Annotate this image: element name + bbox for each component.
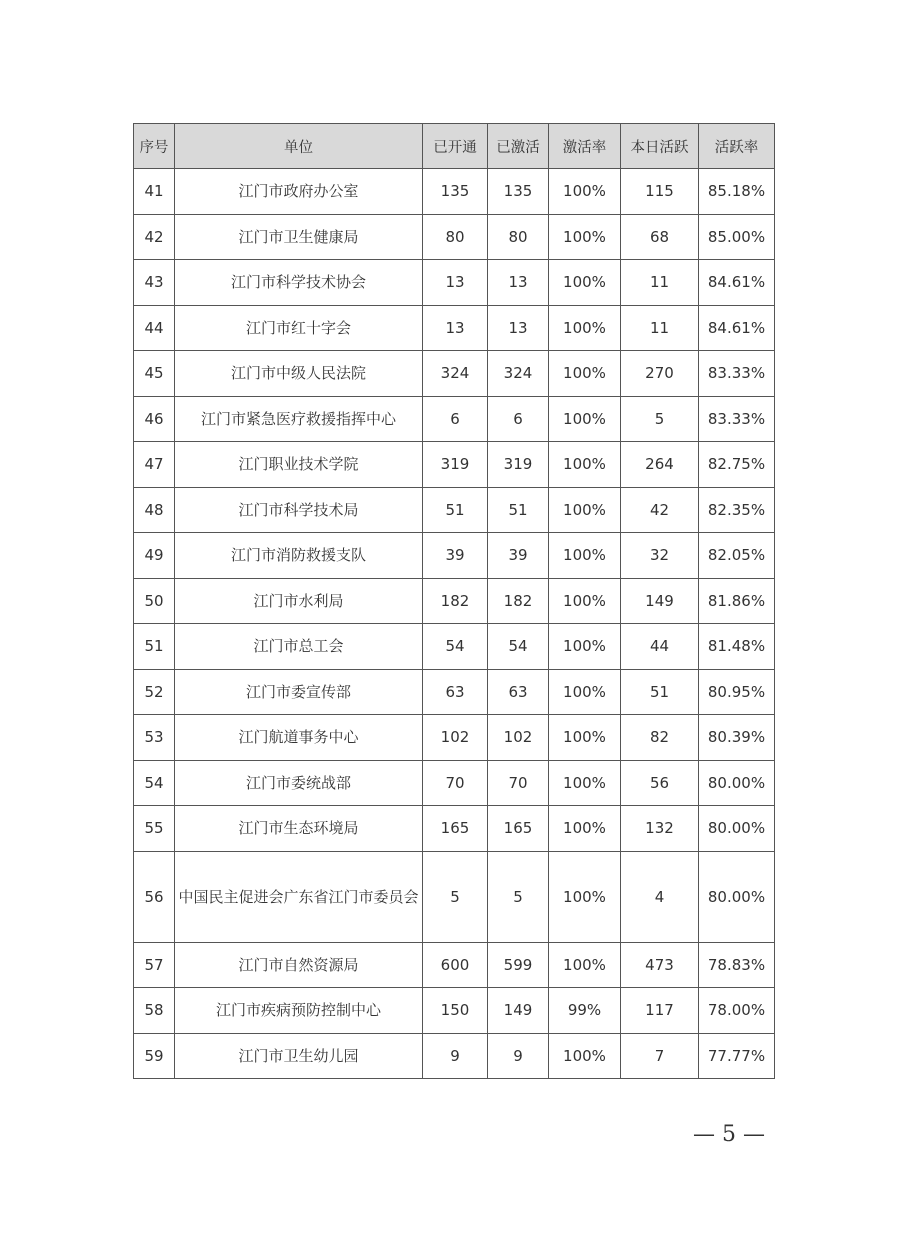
cell-active-rate: 83.33% [699, 396, 775, 442]
cell-opened: 9 [423, 1033, 488, 1079]
cell-activation-rate: 100% [549, 305, 621, 351]
header-unit: 单位 [175, 124, 423, 169]
cell-daily-active: 149 [621, 578, 699, 624]
cell-unit: 江门市自然资源局 [175, 942, 423, 988]
table-row [134, 260, 775, 306]
cell-activation-rate: 100% [549, 578, 621, 624]
table-row [134, 942, 775, 988]
table-row [134, 988, 775, 1034]
cell-activated: 102 [488, 715, 549, 761]
cell-activated: 9 [488, 1033, 549, 1079]
cell-active-rate: 81.48% [699, 624, 775, 670]
cell-active-rate: 84.61% [699, 260, 775, 306]
cell-active-rate: 77.77% [699, 1033, 775, 1079]
cell-activation-rate: 100% [549, 169, 621, 215]
table-row [134, 851, 775, 942]
cell-opened: 13 [423, 260, 488, 306]
cell-opened: 182 [423, 578, 488, 624]
cell-daily-active: 42 [621, 487, 699, 533]
cell-index: 59 [134, 1033, 175, 1079]
page-number: — 5 — [693, 1122, 765, 1147]
cell-index: 41 [134, 169, 175, 215]
cell-active-rate: 78.00% [699, 988, 775, 1034]
cell-index: 53 [134, 715, 175, 761]
cell-opened: 54 [423, 624, 488, 670]
table-row [134, 487, 775, 533]
cell-opened: 70 [423, 760, 488, 806]
cell-activated: 324 [488, 351, 549, 397]
cell-opened: 6 [423, 396, 488, 442]
cell-daily-active: 5 [621, 396, 699, 442]
cell-activated: 165 [488, 806, 549, 852]
cell-unit: 江门市消防救援支队 [175, 533, 423, 579]
cell-activated: 135 [488, 169, 549, 215]
cell-daily-active: 82 [621, 715, 699, 761]
cell-activation-rate: 100% [549, 715, 621, 761]
cell-index: 48 [134, 487, 175, 533]
cell-daily-active: 7 [621, 1033, 699, 1079]
cell-opened: 150 [423, 988, 488, 1034]
cell-activated: 63 [488, 669, 549, 715]
cell-unit: 江门市总工会 [175, 624, 423, 670]
cell-index: 45 [134, 351, 175, 397]
cell-opened: 5 [423, 851, 488, 942]
cell-activation-rate: 100% [549, 442, 621, 488]
cell-activation-rate: 100% [549, 260, 621, 306]
cell-opened: 39 [423, 533, 488, 579]
cell-opened: 319 [423, 442, 488, 488]
table-row [134, 169, 775, 215]
cell-unit: 江门市紧急医疗救援指挥中心 [175, 396, 423, 442]
table-row [134, 715, 775, 761]
header-activation-rate: 激活率 [549, 124, 621, 169]
cell-unit: 江门市委统战部 [175, 760, 423, 806]
cell-daily-active: 51 [621, 669, 699, 715]
cell-opened: 80 [423, 214, 488, 260]
cell-activation-rate: 100% [549, 351, 621, 397]
cell-active-rate: 78.83% [699, 942, 775, 988]
cell-opened: 324 [423, 351, 488, 397]
cell-opened: 102 [423, 715, 488, 761]
cell-activated: 51 [488, 487, 549, 533]
cell-unit: 江门航道事务中心 [175, 715, 423, 761]
cell-opened: 51 [423, 487, 488, 533]
cell-opened: 13 [423, 305, 488, 351]
cell-activation-rate: 100% [549, 1033, 621, 1079]
cell-active-rate: 80.39% [699, 715, 775, 761]
table-row [134, 806, 775, 852]
cell-active-rate: 82.75% [699, 442, 775, 488]
cell-unit: 江门市生态环境局 [175, 806, 423, 852]
cell-unit: 江门市疾病预防控制中心 [175, 988, 423, 1034]
cell-daily-active: 44 [621, 624, 699, 670]
cell-unit: 江门市红十字会 [175, 305, 423, 351]
cell-active-rate: 85.00% [699, 214, 775, 260]
cell-activated: 39 [488, 533, 549, 579]
cell-opened: 135 [423, 169, 488, 215]
cell-activation-rate: 99% [549, 988, 621, 1034]
cell-opened: 63 [423, 669, 488, 715]
cell-unit: 江门市卫生幼儿园 [175, 1033, 423, 1079]
cell-daily-active: 270 [621, 351, 699, 397]
header-activated: 已激活 [488, 124, 549, 169]
cell-activation-rate: 100% [549, 214, 621, 260]
cell-unit: 江门市中级人民法院 [175, 351, 423, 397]
cell-active-rate: 81.86% [699, 578, 775, 624]
cell-index: 49 [134, 533, 175, 579]
cell-index: 47 [134, 442, 175, 488]
header-opened: 已开通 [423, 124, 488, 169]
table-row [134, 669, 775, 715]
table-row [134, 396, 775, 442]
table-row [134, 760, 775, 806]
cell-activated: 319 [488, 442, 549, 488]
table-body [134, 169, 775, 1079]
table-row [134, 624, 775, 670]
cell-index: 56 [134, 851, 175, 942]
cell-index: 52 [134, 669, 175, 715]
cell-active-rate: 80.95% [699, 669, 775, 715]
cell-activation-rate: 100% [549, 806, 621, 852]
cell-index: 57 [134, 942, 175, 988]
cell-unit: 江门市水利局 [175, 578, 423, 624]
table-row [134, 533, 775, 579]
cell-activated: 13 [488, 305, 549, 351]
cell-unit: 江门市科学技术协会 [175, 260, 423, 306]
cell-activated: 149 [488, 988, 549, 1034]
table-row [134, 442, 775, 488]
cell-daily-active: 11 [621, 260, 699, 306]
cell-activation-rate: 100% [549, 942, 621, 988]
cell-activated: 70 [488, 760, 549, 806]
cell-daily-active: 264 [621, 442, 699, 488]
cell-active-rate: 80.00% [699, 806, 775, 852]
cell-daily-active: 473 [621, 942, 699, 988]
cell-activated: 599 [488, 942, 549, 988]
cell-active-rate: 84.61% [699, 305, 775, 351]
cell-activation-rate: 100% [549, 533, 621, 579]
cell-index: 46 [134, 396, 175, 442]
cell-daily-active: 68 [621, 214, 699, 260]
cell-activation-rate: 100% [549, 851, 621, 942]
cell-activated: 80 [488, 214, 549, 260]
cell-active-rate: 80.00% [699, 760, 775, 806]
header-daily-active: 本日活跃 [621, 124, 699, 169]
table-row [134, 351, 775, 397]
header-active-rate: 活跃率 [699, 124, 775, 169]
cell-unit: 江门市政府办公室 [175, 169, 423, 215]
cell-index: 54 [134, 760, 175, 806]
cell-opened: 600 [423, 942, 488, 988]
cell-activated: 6 [488, 396, 549, 442]
cell-unit: 江门市科学技术局 [175, 487, 423, 533]
cell-activated: 5 [488, 851, 549, 942]
cell-unit: 中国民主促进会广东省江门市委员会 [175, 851, 423, 942]
cell-active-rate: 85.18% [699, 169, 775, 215]
cell-activation-rate: 100% [549, 624, 621, 670]
cell-index: 58 [134, 988, 175, 1034]
cell-unit: 江门市委宣传部 [175, 669, 423, 715]
cell-opened: 165 [423, 806, 488, 852]
header-index: 序号 [134, 124, 175, 169]
table-row [134, 214, 775, 260]
cell-active-rate: 82.05% [699, 533, 775, 579]
cell-activation-rate: 100% [549, 487, 621, 533]
cell-unit: 江门职业技术学院 [175, 442, 423, 488]
cell-daily-active: 56 [621, 760, 699, 806]
cell-index: 55 [134, 806, 175, 852]
activity-table [133, 123, 775, 1079]
cell-daily-active: 132 [621, 806, 699, 852]
cell-activated: 54 [488, 624, 549, 670]
cell-index: 42 [134, 214, 175, 260]
cell-unit: 江门市卫生健康局 [175, 214, 423, 260]
cell-active-rate: 83.33% [699, 351, 775, 397]
cell-activated: 13 [488, 260, 549, 306]
cell-activation-rate: 100% [549, 760, 621, 806]
cell-daily-active: 4 [621, 851, 699, 942]
table-header-row [134, 124, 775, 169]
cell-active-rate: 80.00% [699, 851, 775, 942]
cell-activated: 182 [488, 578, 549, 624]
table-row [134, 305, 775, 351]
table-row [134, 578, 775, 624]
table-row [134, 1033, 775, 1079]
cell-daily-active: 11 [621, 305, 699, 351]
cell-index: 50 [134, 578, 175, 624]
cell-daily-active: 115 [621, 169, 699, 215]
cell-index: 43 [134, 260, 175, 306]
cell-activation-rate: 100% [549, 669, 621, 715]
cell-active-rate: 82.35% [699, 487, 775, 533]
cell-daily-active: 32 [621, 533, 699, 579]
cell-index: 51 [134, 624, 175, 670]
cell-daily-active: 117 [621, 988, 699, 1034]
cell-index: 44 [134, 305, 175, 351]
cell-activation-rate: 100% [549, 396, 621, 442]
